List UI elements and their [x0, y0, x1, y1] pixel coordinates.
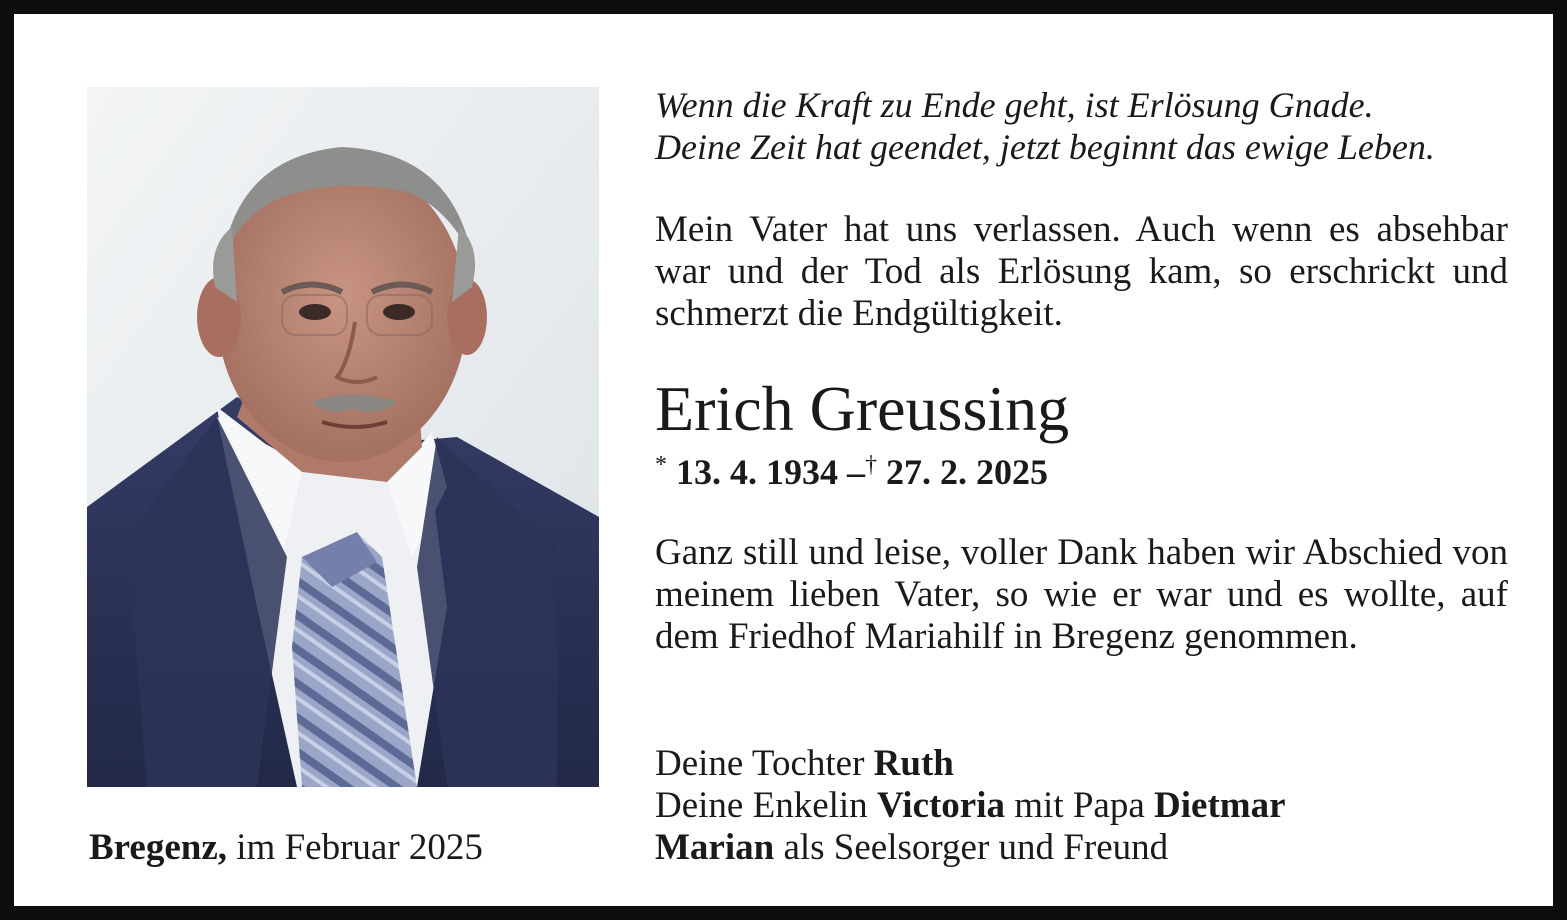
- signature-line-2: [655, 785, 1508, 827]
- deceased-name: Erich Greussing: [655, 373, 1070, 444]
- life-dates: [655, 451, 1508, 493]
- signature-line-1: [655, 743, 1508, 785]
- signature-2-mid: mit Papa: [1005, 785, 1155, 826]
- signature-line-3: [655, 827, 1508, 869]
- signature-1-prefix: Deine Tochter: [655, 743, 874, 784]
- place-and-date: [89, 826, 483, 869]
- signature-3-suffix: als Seelsorger und Freund: [774, 827, 1169, 868]
- signatures: [655, 743, 1508, 869]
- signature-1-name: Ruth: [873, 743, 954, 784]
- death-date: 27. 2. 2025: [886, 452, 1048, 492]
- motto-line-2: Deine Zeit hat geendet, jetzt beginnt das ewige Leben.: [655, 127, 1435, 167]
- signature-2-name-1: Victoria: [876, 785, 1006, 826]
- place-date: im Februar 2025: [227, 827, 483, 868]
- signature-3-name: Marian: [655, 827, 775, 868]
- birth-symbol: *: [655, 452, 667, 478]
- farewell-paragraph: Ganz still und leise, voller Dank haben wir Abschied von meinem lieben Vater, so wie er war und es wollte, auf dem Friedhof Mariahilf in Bregenz genommen.: [655, 532, 1508, 657]
- death-symbol: †: [865, 452, 877, 478]
- intro-paragraph: Mein Vater hat uns verlassen. Auch wenn es absehbar war und der Tod als Erlösung kam, so erschrickt und schmerzt die Endgültigkeit.: [655, 209, 1508, 334]
- birth-date: 13. 4. 1934: [676, 452, 838, 492]
- date-separator: –: [847, 452, 865, 492]
- motto-line-1: Wenn die Kraft zu Ende geht, ist Erlösung Gnade.: [655, 85, 1374, 125]
- signature-2-prefix: Deine Enkelin: [655, 785, 877, 826]
- signature-2-name-2: Dietmar: [1154, 785, 1286, 826]
- portrait-photo: [87, 87, 599, 787]
- motto-quote: [655, 84, 1508, 168]
- place-city: Bregenz,: [89, 827, 228, 868]
